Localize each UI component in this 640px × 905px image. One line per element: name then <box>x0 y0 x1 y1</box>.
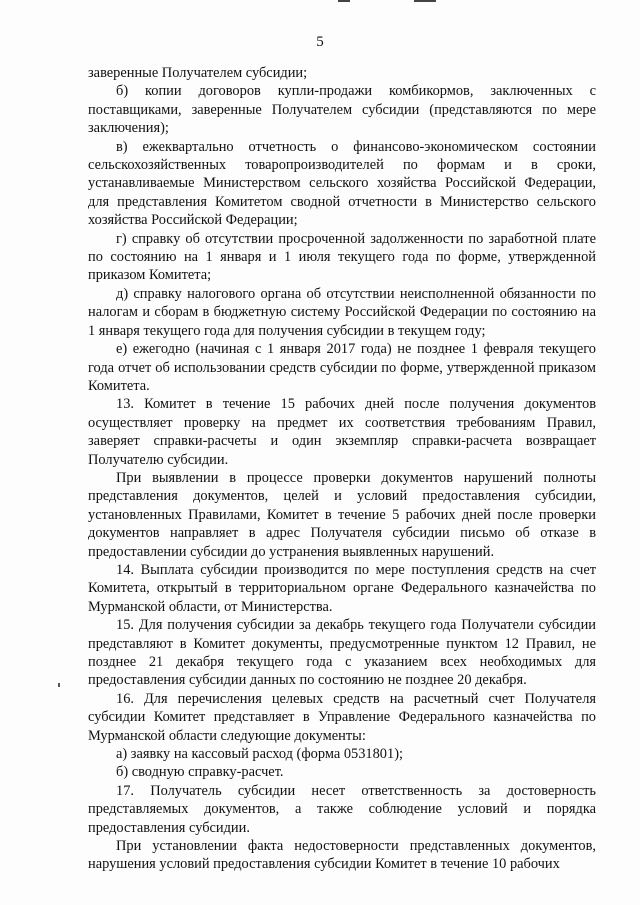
document-body <box>88 64 596 874</box>
paragraph-item-d: д) справку налогового органа об отсутствии неисполненной обязанности по налогам и сборам в бюджетную систему Российской Федерации по состоянию на 1 января текущего года для получения субсидии в текущем году; <box>88 285 596 339</box>
paragraph-clause-16-item-a: а) заявку на кассовый расход (форма 0531801); <box>116 746 403 763</box>
scan-mark <box>338 0 350 2</box>
paragraph-clause-16: 16. Для перечисления целевых средств на расчетный счет Получателя субсидии Комитет представляет в Управление Федерального казначейства по Мурманской области следующие документы: <box>88 690 596 744</box>
paragraph-clause-15: 15. Для получения субсидии за декабрь текущего года Получатели субсидии представляют в Комитет документы, предусмотренные пунктом 12 Правил, не позднее 21 декабря текущего года с указанием всех необходимых для предоставления субсидии данных по состоянию не позднее 20 декабря. <box>88 617 596 689</box>
scan-mark <box>414 0 436 2</box>
paragraph-item-v: в) ежеквартально отчетность о финансово-экономическом состоянии сельскохозяйственных товаропроизводителей по формам и в сроки, устанавливаемые Министерством сельского хозяйства Российской Федерации, для представления Комитетом сводной отчетности в Министерство сельского хозяйства Российской Федерации; <box>88 138 596 229</box>
paragraph-clause-13: 13. Комитет в течение 15 рабочих дней после получения документов осуществляет проверку на предмет их соответствия требованиям Правил, заверяет справки-расчеты и один экземпляр справки-расчета возвращает Получателю субсидии. <box>88 396 596 468</box>
paragraph-clause-17: 17. Получатель субсидии несет ответственность за достоверность представляемых документов, а также соблюдение условий и порядка предоставления субсидии. <box>88 782 596 836</box>
paragraph-item-e: е) ежегодно (начиная с 1 января 2017 года) не позднее 1 февраля текущего года отчет об использовании средств субсидии по форме, утвержденной приказом Комитета. <box>88 341 596 394</box>
paragraph-continuation: заверенные Получателем субсидии; <box>88 65 308 81</box>
paragraph-item-b: б) копии договоров купли-продажи комбикормов, заключенных с поставщиками, заверенные Получателем субсидии (представляются по мере заключения); <box>88 83 596 137</box>
margin-mark <box>58 683 60 687</box>
paragraph-item-g: г) справку об отсутствии просроченной задолженности по заработной плате по состоянию на 1 января и 1 июля текущего года по форме, утвержденной приказом Комитета; <box>88 230 596 284</box>
paragraph-clause-14: 14. Выплата субсидии производится по мере поступления средств на счет Комитета, открытый в территориальном органе Федерального казначейства по Мурманской области, от Министерства. <box>88 561 596 615</box>
paragraph-clause-16-item-b: б) сводную справку-расчет. <box>116 764 284 781</box>
page-number: 5 <box>316 34 324 50</box>
paragraph-clause-17-continuation: При установлении факта недостоверности представленных документов, нарушения условий предоставления субсидии Комитет в течение 10 рабочих <box>88 838 596 873</box>
paragraph-clause-13-violations: При выявлении в процессе проверки документов нарушений полноты представления документов, целей и условий предоставления субсидии, установленных Правилами, Комитет в течение 5 рабочих дней после проверки документов направляет в адрес Получателя субсидии письмо об отказе в предоставлении субсидии до устранения выявленных нарушений. <box>88 469 596 560</box>
